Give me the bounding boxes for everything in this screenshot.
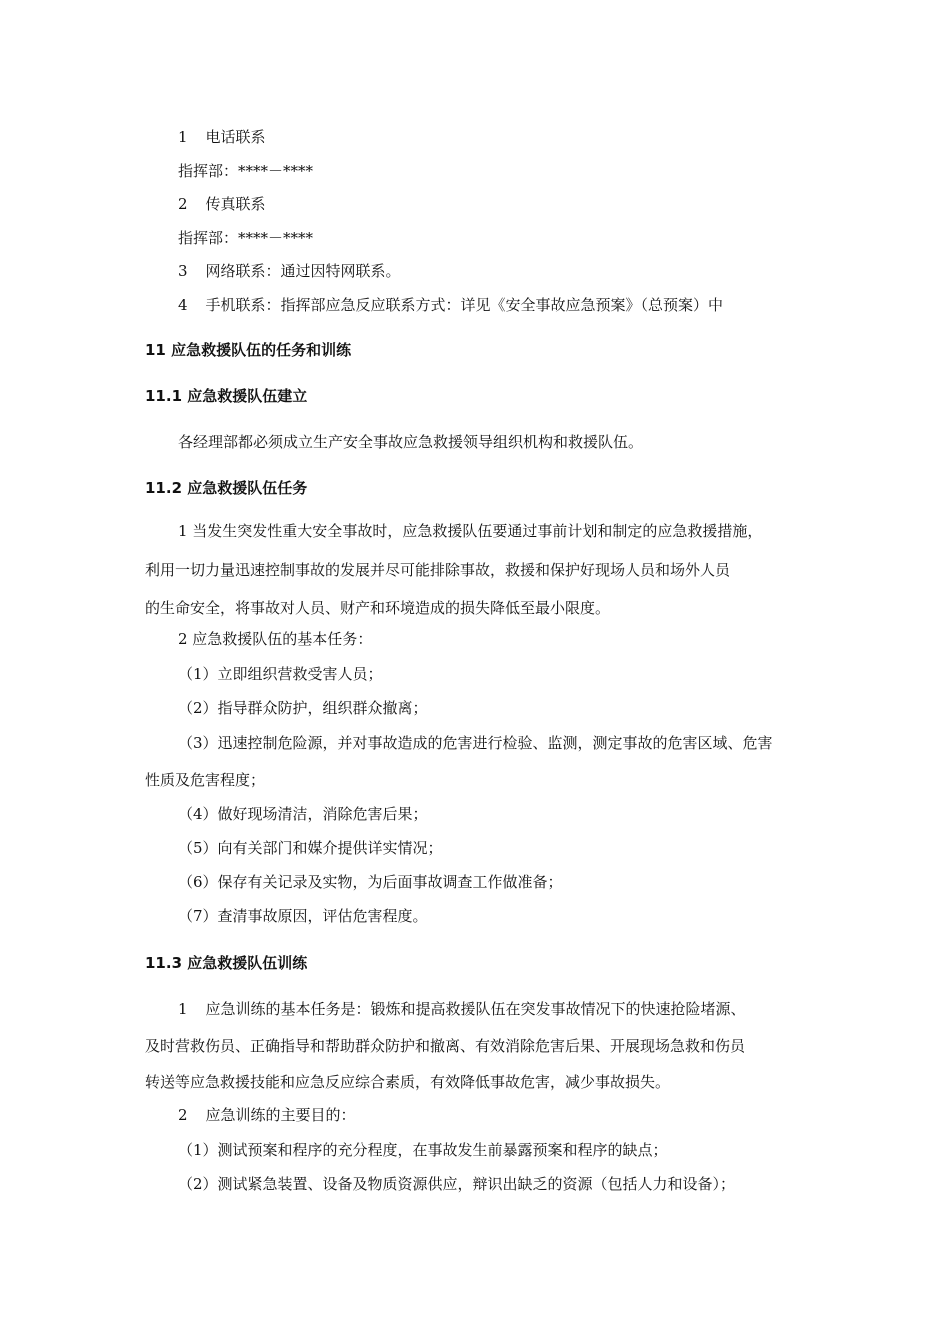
list-number: 1 — [178, 1000, 188, 1018]
contact-fax-label: 传真联系 — [205, 195, 266, 213]
contact-mobile-text: 手机联系：指挥部应急反应联系方式：详见《安全事故应急预案》（总预案）中 — [205, 296, 724, 314]
subsection-heading: 11.1 应急救援队伍建立 — [145, 387, 308, 405]
paragraph: 各经理部都必须成立生产安全事故应急救援领导组织机构和救援队伍。 — [178, 433, 644, 451]
section-heading: 11 应急救援队伍的任务和训练 — [145, 341, 352, 359]
contact-fax-value: 指挥部：****－**** — [178, 229, 314, 247]
list-item-continuation: 性质及危害程度； — [145, 771, 266, 789]
contact-network-text: 网络联系：通过因特网联系。 — [205, 262, 401, 280]
contact-fax — [178, 194, 266, 214]
paragraph — [178, 1105, 356, 1125]
contact-network — [178, 261, 401, 281]
list-number: 4 — [178, 296, 188, 314]
subsection-heading: 11.2 应急救援队伍任务 — [145, 479, 308, 497]
paragraph-line: 转送等应急救援技能和应急反应综合素质，有效降低事故危害，减少事故损失。 — [145, 1073, 671, 1091]
list-number: 1 — [178, 128, 188, 146]
paragraph-text: 应急训练的基本任务是：锻炼和提高救援队伍在突发事故情况下的快速抢险堵源、 — [205, 1000, 746, 1018]
contact-mobile — [178, 295, 723, 315]
list-item: （1）立即组织营救受害人员； — [178, 665, 383, 683]
list-item: （7）查清事故原因，评估危害程度。 — [178, 907, 428, 925]
paragraph-line: 1 当发生突发性重大安全事故时，应急救援队伍要通过事前计划和制定的应急救援措施， — [178, 522, 763, 540]
list-item: （6）保存有关记录及实物，为后面事故调查工作做准备； — [178, 873, 563, 891]
list-item: （3）迅速控制危险源，并对事故造成的危害进行检验、监测，测定事故的危害区域、危害 — [178, 734, 773, 752]
paragraph-line — [178, 999, 746, 1019]
list-number: 2 — [178, 1106, 188, 1124]
list-item: （5）向有关部门和媒介提供详实情况； — [178, 839, 443, 857]
list-number: 3 — [178, 262, 188, 280]
list-number: 2 — [178, 195, 188, 213]
list-item: （4）做好现场清洁，消除危害后果； — [178, 805, 428, 823]
paragraph-line: 的生命安全，将事故对人员、财产和环境造成的损失降低至最小限度。 — [145, 599, 611, 617]
paragraph-line: 利用一切力量迅速控制事故的发展并尽可能排除事故，救援和保护好现场人员和场外人员 — [145, 561, 731, 579]
list-item: （2）指导群众防护，组织群众撤离； — [178, 699, 428, 717]
contact-phone-value: 指挥部：****－**** — [178, 162, 314, 180]
contact-phone-label: 电话联系 — [205, 128, 266, 146]
list-item: （2）测试紧急装置、设备及物质资源供应，辩识出缺乏的资源（包括人力和设备）； — [178, 1175, 736, 1193]
paragraph: 2 应急救援队伍的基本任务： — [178, 630, 373, 648]
list-item: （1）测试预案和程序的充分程度，在事故发生前暴露预案和程序的缺点； — [178, 1141, 668, 1159]
paragraph-line: 及时营救伤员、正确指导和帮助群众防护和撤离、有效消除危害后果、开展现场急救和伤员 — [145, 1037, 746, 1055]
subsection-heading: 11.3 应急救援队伍训练 — [145, 954, 308, 972]
contact-phone — [178, 127, 266, 147]
paragraph-text: 应急训练的主要目的： — [205, 1106, 356, 1124]
